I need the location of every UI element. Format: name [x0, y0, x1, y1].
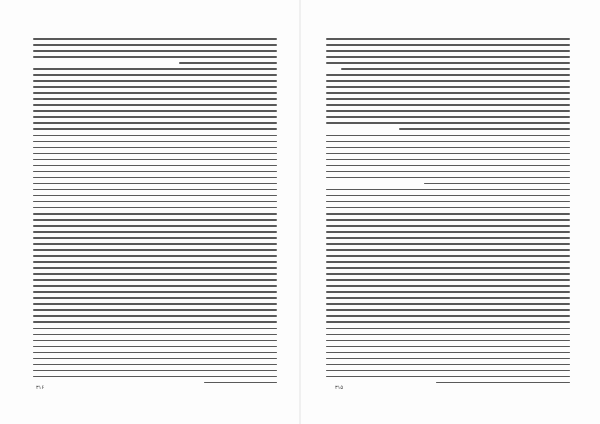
left-page-text-line — [33, 364, 277, 366]
left-page-text-line — [33, 376, 277, 378]
right-page-text-line — [326, 346, 570, 348]
right-page-text-line — [326, 62, 570, 64]
right-page-text-line — [326, 207, 570, 209]
right-page-text-line — [326, 153, 570, 155]
left-page-text-line — [33, 68, 277, 70]
left-page-text-line — [33, 334, 277, 336]
right-page-text-line — [326, 147, 570, 149]
left-page-text-line — [179, 62, 277, 64]
right-page-text-line — [326, 376, 570, 378]
left-page-text-line — [33, 135, 277, 137]
right-page-text-line — [326, 92, 570, 94]
right-page-text-line — [326, 38, 570, 40]
right-page-text-line — [326, 219, 570, 221]
right-page-text-line — [326, 165, 570, 167]
right-page-text-line — [326, 56, 570, 58]
left-page-text-line — [33, 74, 277, 76]
left-page-text-line — [33, 207, 277, 209]
right-page-text-line — [326, 135, 570, 137]
left-page-text-line — [33, 309, 277, 311]
right-page-text-line — [326, 358, 570, 360]
right-page-text — [326, 38, 570, 388]
left-page-text — [33, 38, 277, 388]
left-page-text-line — [33, 297, 277, 299]
left-page-text-line — [33, 104, 277, 106]
right-page-text-line — [326, 328, 570, 330]
right-page-number: ۳۱۵ — [335, 385, 344, 391]
left-page-text-line — [33, 315, 277, 317]
right-page-text-line — [326, 261, 570, 263]
left-page-text-line — [33, 370, 277, 372]
left-page-text-line — [33, 189, 277, 191]
left-page-text-line — [33, 141, 277, 143]
right-page-text-line — [326, 231, 570, 233]
left-page-text-line — [33, 153, 277, 155]
left-page-text-line — [33, 80, 277, 82]
left-page-text-line — [33, 346, 277, 348]
right-page-text-line — [326, 285, 570, 287]
left-page-text-line — [33, 255, 277, 257]
right-page-text-line — [326, 74, 570, 76]
right-page-text-line — [326, 352, 570, 354]
right-page-text-line — [326, 86, 570, 88]
left-page-text-line — [33, 92, 277, 94]
left-page-text-line — [33, 249, 277, 251]
right-page-text-line — [326, 195, 570, 197]
left-page-text-line — [33, 328, 277, 330]
right-page-text-line — [326, 201, 570, 203]
left-page-text-line — [33, 285, 277, 287]
left-page-text-line — [33, 261, 277, 263]
left-page-text-line — [33, 243, 277, 245]
right-page-text-line — [326, 255, 570, 257]
left-page-text-line — [33, 267, 277, 269]
left-page-text-line — [33, 237, 277, 239]
left-page-text-line — [33, 195, 277, 197]
left-page-text-line — [33, 225, 277, 227]
right-page-text-line — [326, 340, 570, 342]
right-page-text-line — [326, 267, 570, 269]
right-page-text-line — [326, 309, 570, 311]
left-page-text-line — [33, 128, 277, 130]
left-page-text-line — [33, 110, 277, 112]
left-page-text-line — [33, 231, 277, 233]
right-page-text-line — [326, 50, 570, 52]
right-page-text-line — [326, 279, 570, 281]
right-page-text-line — [326, 98, 570, 100]
right-page-text-line — [326, 291, 570, 293]
right-page-text-line — [326, 122, 570, 124]
right-page-text-line — [326, 177, 570, 179]
left-page-text-line — [33, 183, 277, 185]
left-page-lines — [33, 38, 277, 388]
right-page-text-line — [326, 141, 570, 143]
left-page-text-line — [33, 171, 277, 173]
left-page-text-line — [33, 358, 277, 360]
right-page-text-line — [326, 110, 570, 112]
left-page-text-line — [33, 321, 277, 323]
left-page-text-line — [33, 201, 277, 203]
left-page-text-line — [33, 303, 277, 305]
right-page-text-line — [326, 303, 570, 305]
left-page-text-line — [33, 147, 277, 149]
left-page-text-line — [33, 352, 277, 354]
right-page-text-line — [326, 189, 570, 191]
left-page-text-line — [33, 273, 277, 275]
left-page-text-line — [33, 86, 277, 88]
right-page-text-line — [326, 104, 570, 106]
right-page-lines — [326, 38, 570, 388]
right-page-text-line — [399, 128, 570, 130]
left-page-number: ۳۱۶ — [36, 385, 45, 391]
left-page-text-line — [33, 219, 277, 221]
left-page-text-line — [33, 177, 277, 179]
left-page-text-line — [33, 213, 277, 215]
right-page-text-line — [326, 213, 570, 215]
left-page-text-line — [33, 56, 277, 58]
right-page-text-line — [326, 243, 570, 245]
right-page-text-line — [341, 68, 570, 70]
left-page-text-line — [33, 122, 277, 124]
right-page-text-line — [326, 315, 570, 317]
left-page-text-line — [33, 50, 277, 52]
left-page-text-line — [33, 116, 277, 118]
right-page-text-line — [326, 370, 570, 372]
gutter — [299, 0, 301, 424]
left-page-text-line — [33, 159, 277, 161]
right-page-text-line — [326, 273, 570, 275]
right-page-text-line — [326, 334, 570, 336]
right-page-text-line — [326, 225, 570, 227]
right-page-text-line — [326, 171, 570, 173]
right-page-text-line — [326, 44, 570, 46]
right-page-text-line — [326, 80, 570, 82]
left-page-text-line — [33, 291, 277, 293]
right-page-text-line — [326, 159, 570, 161]
right-page-text-line — [326, 297, 570, 299]
left-page-text-line — [33, 340, 277, 342]
right-page-text-line — [326, 237, 570, 239]
left-page-text-line — [33, 279, 277, 281]
right-page-text-line — [326, 249, 570, 251]
right-page-text-line — [326, 364, 570, 366]
right-page-text-line — [326, 116, 570, 118]
left-page-text-line — [33, 98, 277, 100]
left-page-text-line — [33, 38, 277, 40]
left-page-text-line — [204, 382, 277, 384]
right-page-text-line — [424, 183, 570, 185]
right-page-text-line — [436, 382, 570, 384]
left-page-text-line — [33, 165, 277, 167]
right-page-text-line — [326, 321, 570, 323]
left-page-text-line — [33, 44, 277, 46]
